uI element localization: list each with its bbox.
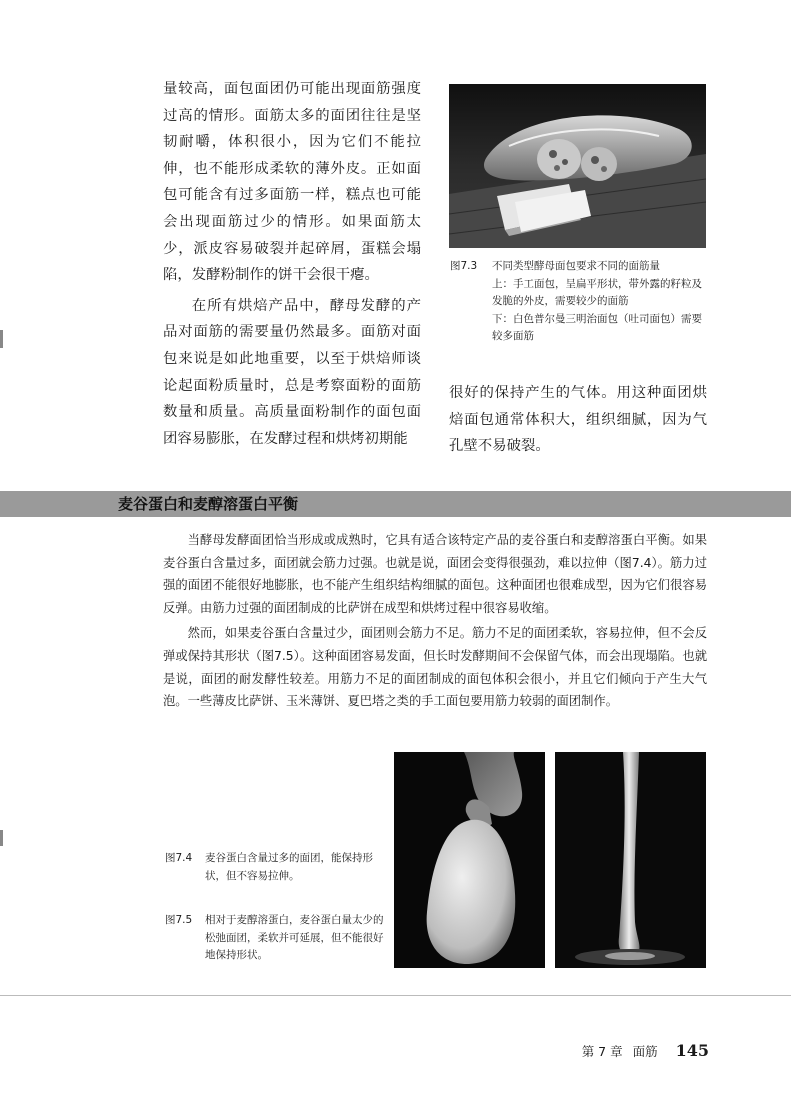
figure-7-5-caption xyxy=(165,912,387,968)
right-text-column xyxy=(449,380,707,460)
section-body xyxy=(163,529,707,713)
footer-topic: 面筋 xyxy=(632,1044,658,1059)
figure-7-5-caption-text: 相对于麦醇溶蛋白，麦谷蛋白量太少的松弛面团，柔软并可延展，但不能很好地保持形状。 xyxy=(205,914,384,961)
left-text-column xyxy=(163,76,421,452)
figure-7-3-caption-line-2: 上：手工面包，呈扁平形状，带外露的籽粒及发脆的外皮，需要较少的面筋 xyxy=(492,277,702,307)
figure-7-3-photo xyxy=(449,84,706,248)
figure-7-3-number: 图7.3 xyxy=(450,260,478,272)
footer-chapter: 第 7 章 xyxy=(581,1044,623,1059)
page-edge-mark xyxy=(0,330,3,348)
section-title: 麦谷蛋白和麦醇溶蛋白平衡 xyxy=(118,495,299,513)
page-footer xyxy=(582,1041,709,1062)
figure-7-3-caption-line-1: 不同类型酵母面包要求不同的面筋量 xyxy=(492,260,660,272)
footer-divider xyxy=(0,995,791,996)
figure-7-5-number: 图7.5 xyxy=(165,914,193,926)
section-header-bar xyxy=(0,491,791,517)
left-paragraph-2: 在所有烘焙产品中，酵母发酵的产品对面筋的需要量仍然最多。面筋对面包来说是如此地重要，以至于烘焙师谈论起面粉质量时，总是考察面粉的面筋数量和质量。高质量面粉制作的面包面团容易膨胀，在发酵过程和烘烤初期能 xyxy=(163,297,421,447)
figure-7-3-caption xyxy=(450,258,710,348)
figure-7-5-photo xyxy=(555,752,706,968)
right-paragraph-1: 很好的保持产生的气体。用这种面团烘焙面包通常体积大，组织细腻，因为气孔壁不易破裂。 xyxy=(449,385,707,455)
figure-7-4-caption xyxy=(165,850,387,890)
page-number: 145 xyxy=(675,1041,709,1060)
section-paragraph-2: 然而，如果麦谷蛋白含量过少，面团则会筋力不足。筋力不足的面团柔软，容易拉伸，但不会反弹或保持其形状（图7.5）。这种面团容易发面，但长时发酵期间不会保留气体，而会出现塌陷。也就是说，面团的耐发酵性较差。用筋力不足的面团制成的面包体积会很小，并且它们倾向于产生大气泡。一些薄皮比萨饼、玉米薄饼、夏巴塔之类的手工面包要用筋力较弱的面团制作。 xyxy=(163,626,707,709)
page-edge-mark xyxy=(0,830,3,846)
section-paragraph-1: 当酵母发酵面团恰当形成或成熟时，它具有适合该特定产品的麦谷蛋白和麦醇溶蛋白平衡。如果麦谷蛋白含量过多，面团就会筋力过强。也就是说，面团会变得很强劲，难以拉伸（图7.4）。筋力过强的面团不能很好地膨胀，也不能产生组织结构细腻的面包。这种面团也很难成型，因为它们很容易反弹。由筋力过强的面团制成的比萨饼在成型和烘烤过程中很容易收缩。 xyxy=(163,533,707,615)
figure-7-4-photo xyxy=(394,752,545,968)
left-paragraph-1: 量较高，面包面团仍可能出现面筋强度过高的情形。面筋太多的面团往往是坚韧耐嚼，体积很小，因为它们不能拉伸，也不能形成柔软的薄外皮。正如面包可能含有过多面筋一样，糕点也可能会出现面筋过少的情形。如果面筋太少，派皮容易破裂并起碎屑，蛋糕会塌陷，发酵粉制作的饼干会很干瘪。 xyxy=(163,81,421,284)
figure-7-3-caption-line-3: 下：白色普尔曼三明治面包（吐司面包）需要较多面筋 xyxy=(492,312,702,342)
figure-7-4-caption-text: 麦谷蛋白含量过多的面团，能保持形状，但不容易拉伸。 xyxy=(205,852,373,882)
figure-7-4-number: 图7.4 xyxy=(165,852,193,864)
